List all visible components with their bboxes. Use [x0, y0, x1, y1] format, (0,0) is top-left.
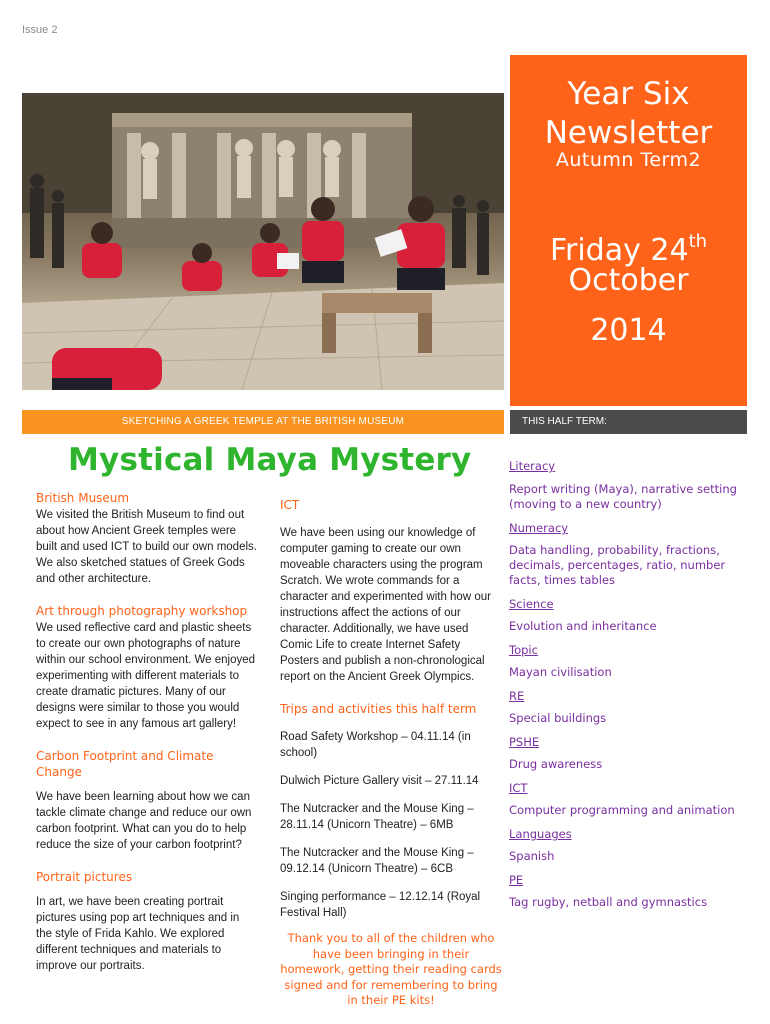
subject-detail: Special buildings	[509, 711, 607, 725]
column-middle	[280, 497, 502, 1020]
subject-link[interactable]: Numeracy	[509, 521, 569, 535]
trip-item: Dulwich Picture Gallery visit – 27.11.14	[280, 775, 479, 787]
section-heading: Art through photography workshop	[36, 604, 248, 618]
half-term-label: THIS HALF TERM:	[510, 410, 747, 434]
trip-item: The Nutcracker and the Mouse King – 09.12.14 (Unicorn Theatre) – 6CB	[280, 847, 474, 875]
subject-detail: Spanish	[509, 849, 555, 863]
trip-item: The Nutcracker and the Mouse King – 28.11.14 (Unicorn Theatre) – 6MB	[280, 803, 474, 831]
subject-detail: Computer programming and animation	[509, 803, 735, 817]
subject-link[interactable]: Literacy	[509, 459, 556, 473]
subject-detail: Mayan civilisation	[509, 665, 612, 679]
date-superscript: th	[688, 231, 708, 252]
photo-caption: SKETCHING A GREEK TEMPLE AT THE BRITISH MUSEUM	[22, 410, 504, 434]
subject-detail: Report writing (Maya), narrative setting (moving to a new country)	[509, 482, 737, 511]
trip-item: Road Safety Workshop – 04.11.14 (in school)	[280, 731, 471, 759]
term-label: Autumn Term2	[555, 149, 702, 171]
issue-number: Issue 2	[22, 24, 58, 36]
subject-re	[509, 688, 747, 726]
section-text: We used reflective card and plastic sheets to create our own photographs of nature within our school environment. We enjoyed experimenting with different materials to create dramatic pictures. Many of our designs were similar to those you would expect to see in any famous art gallery!	[36, 622, 256, 730]
subject-languages	[509, 826, 747, 864]
subject-link[interactable]: PE	[509, 873, 524, 887]
subject-ict	[509, 780, 747, 818]
museum-photo	[22, 93, 504, 390]
section-text: We have been learning about how we can tackle climate change and reduce our own carbon footprint. What can you do to help reduce the size of your carbon footprint?	[36, 791, 252, 851]
section-art-photography	[36, 603, 258, 732]
section-heading: Carbon Footprint and Climate Change	[36, 749, 214, 779]
subject-detail: Data handling, probability, fractions, decimals, percentages, ratio, number facts, times tables	[509, 543, 726, 587]
subject-detail: Drug awareness	[509, 757, 603, 771]
subject-link[interactable]: Science	[509, 597, 554, 611]
column-left	[36, 490, 258, 990]
subject-link[interactable]: Languages	[509, 827, 572, 841]
newsletter-title	[510, 75, 747, 153]
section-text: We visited the British Museum to find out about how Ancient Greek temples were built and used ICT to build our own models. We also sketched statues of Greek Gods and other architecture.	[36, 509, 257, 585]
date-day-text: Friday 24	[549, 233, 689, 268]
date-month: October	[568, 263, 689, 298]
ict-heading: ICT	[280, 498, 300, 512]
subject-literacy	[509, 458, 747, 512]
headline: Mystical Maya Mystery	[68, 442, 472, 478]
column-right-subjects	[509, 458, 747, 918]
section-heading: Portrait pictures	[36, 870, 133, 884]
subject-detail: Tag rugby, netball and gymnastics	[509, 895, 708, 909]
subject-link[interactable]: Topic	[509, 643, 538, 657]
section-text: In art, we have been creating portrait pictures using pop art techniques and in the style of Frida Kahlo. We explored different techniques and materials to improve our portraits.	[36, 896, 240, 972]
ict-text: We have been using our knowledge of computer gaming to create our own moveable characters using the program Scratch. We wrote commands for a character and experimented with how our instructions affect the actions of our character. Additionally, we have used Comic Life to create Internet Safety Posters and publish a non-chronological report on the Ancient Greek Olympics.	[280, 527, 491, 683]
subject-link[interactable]: ICT	[509, 781, 528, 795]
subject-detail: Evolution and inheritance	[509, 619, 657, 633]
title-panel	[510, 55, 747, 406]
subject-pe	[509, 872, 747, 910]
thank-you-note: Thank you to all of the children who have been bringing in their homework, getting their reading cards signed and for remembering to bring in their PE kits!	[280, 931, 502, 1007]
trip-item: Singing performance – 12.12.14 (Royal Festival Hall)	[280, 891, 481, 919]
section-portrait-pictures	[36, 869, 258, 974]
subject-pshe	[509, 734, 747, 772]
section-carbon-footprint	[36, 748, 258, 853]
title-line-2: Newsletter	[544, 115, 713, 151]
subject-numeracy	[509, 520, 747, 588]
title-line-1: Year Six	[567, 76, 690, 112]
subject-link[interactable]: PSHE	[509, 735, 540, 749]
date-year: 2014	[590, 313, 667, 348]
section-heading: British Museum	[36, 491, 130, 505]
subject-link[interactable]: RE	[509, 689, 525, 703]
trips-heading: Trips and activities this half term	[280, 702, 477, 716]
subject-topic	[509, 642, 747, 680]
subject-science	[509, 596, 747, 634]
section-british-museum	[36, 490, 258, 587]
